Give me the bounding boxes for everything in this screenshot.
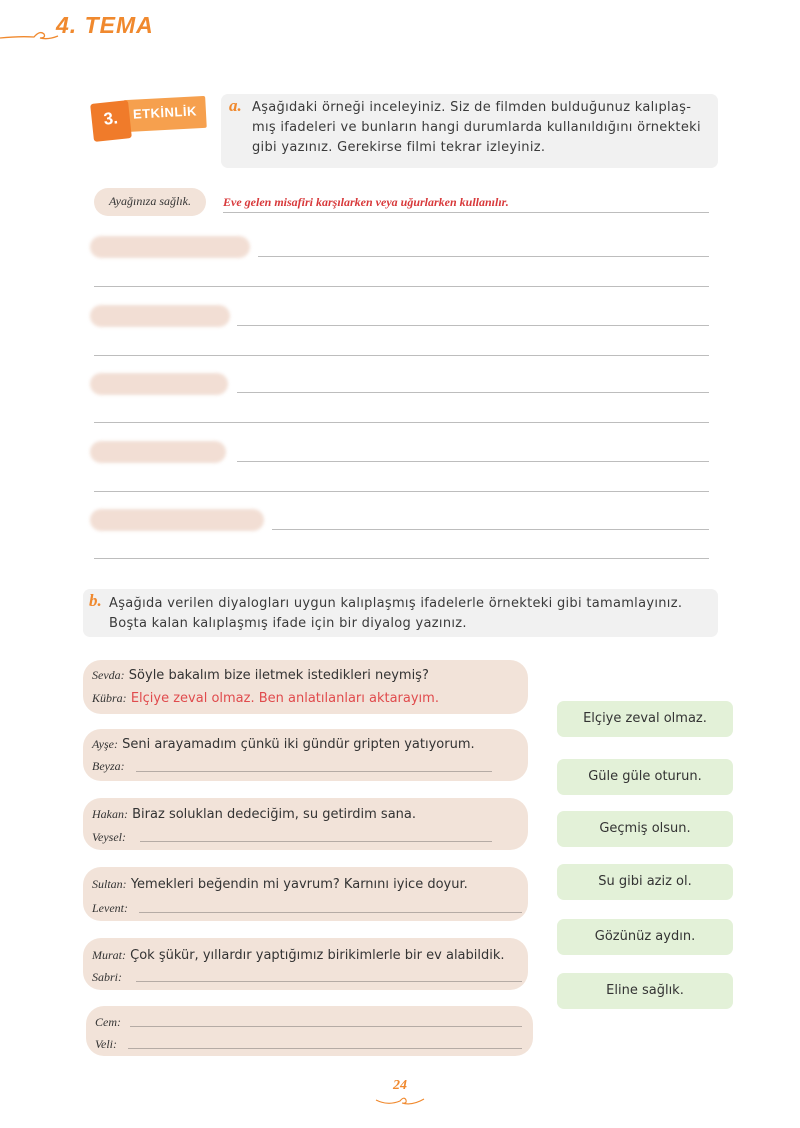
dialog-answer-line[interactable] — [128, 1048, 522, 1049]
blank-expression-tag — [90, 441, 226, 463]
example-usage: Eve gelen misafiri karşılarken veya uğurlarken kullanılır. — [223, 195, 509, 209]
dialog-answer-line[interactable] — [130, 1026, 522, 1027]
blank-expression-tag — [90, 509, 264, 531]
speaker-name: Ayşe: — [92, 737, 118, 751]
part-b-instruction-box — [83, 589, 718, 637]
activity-number-tag — [90, 100, 132, 142]
dialog-line: Söyle bakalım bize iletmek istedikleri neymiş? — [128, 668, 429, 683]
answer-line[interactable] — [94, 491, 709, 492]
answer-line[interactable] — [258, 256, 709, 257]
expression-option: Eline sağlık. — [557, 973, 733, 1009]
example-expression-tag — [94, 188, 206, 216]
part-a-instruction-text — [252, 98, 717, 158]
speaker-name: Veli: — [95, 1037, 117, 1051]
part-b-letter: b. — [89, 591, 102, 610]
expression-option: Gözünüz aydın. — [557, 919, 733, 955]
blank-expression-tag — [90, 373, 228, 395]
dialog-line: Yemekleri beğendin mi yavrum? Karnını iyice doyur. — [130, 877, 468, 892]
expression-option: Güle güle oturun. — [557, 759, 733, 795]
answer-line[interactable] — [237, 325, 709, 326]
dialog-answer-line[interactable] — [139, 912, 522, 913]
speaker-name: Veysel: — [92, 830, 126, 844]
speaker-name: Cem: — [95, 1015, 121, 1029]
dialog-card — [83, 867, 528, 921]
activity-label: ETKİNLİK — [132, 103, 198, 122]
example-underline — [223, 212, 709, 213]
part-b-line: Boşta kalan kalıplaşmış ifade için bir diyalog yazınız. — [109, 616, 467, 631]
page-number-swirl-decoration — [374, 1094, 426, 1108]
activity-badge — [92, 98, 212, 142]
answer-line[interactable] — [94, 355, 709, 356]
speaker-name: Sultan: — [92, 877, 127, 891]
part-a-instruction-box — [221, 94, 718, 168]
expression-option: Elçiye zeval olmaz. — [557, 701, 733, 737]
speaker-name: Beyza: — [92, 759, 125, 773]
header-swirl-decoration — [0, 22, 60, 42]
part-a-line: Aşağıdaki örneği inceleyiniz. Siz de filmden bulduğunuz kalıplaş- — [252, 100, 692, 115]
expression-option: Su gibi aziz ol. — [557, 864, 733, 900]
answer-line[interactable] — [94, 558, 709, 559]
dialog-answer-line[interactable] — [136, 981, 522, 982]
expression-option: Geçmiş olsun. — [557, 811, 733, 847]
part-b-instruction-text — [109, 594, 714, 634]
blank-expression-tag — [90, 236, 250, 258]
blank-expression-tag — [90, 305, 230, 327]
part-a-line: gibi yazınız. Gerekirse filmi tekrar izleyiniz. — [252, 140, 546, 155]
dialog-card — [83, 729, 528, 781]
speaker-name: Murat: — [92, 948, 126, 962]
speaker-name: Sabri: — [92, 970, 122, 984]
part-a-letter: a. — [229, 96, 242, 115]
example-expression: Ayağınıza sağlık. — [109, 194, 191, 208]
dialog-answer-line[interactable] — [136, 771, 492, 772]
dialog-line: Çok şükür, yıllardır yaptığımız birikimlerle bir ev alabildik. — [130, 948, 505, 963]
answer-line[interactable] — [272, 529, 709, 530]
activity-number: 3. — [102, 108, 119, 129]
dialog-line: Biraz soluklan dedeciğim, su getirdim sana. — [132, 807, 417, 822]
dialog-line: Seni arayamadım çünkü iki gündür gripten yatıyorum. — [122, 737, 475, 752]
answer-line[interactable] — [94, 422, 709, 423]
dialog-card — [83, 938, 528, 990]
dialog-card — [83, 660, 528, 714]
speaker-name: Levent: — [92, 901, 128, 915]
dialog-answer: Elçiye zeval olmaz. Ben anlatılanları aktarayım. — [130, 691, 439, 706]
part-a-line: mış ifadeleri ve bunların hangi durumlarda kullanıldığını örnekteki — [252, 120, 701, 135]
speaker-name: Kübra: — [92, 691, 127, 705]
speaker-name: Hakan: — [92, 807, 128, 821]
answer-line[interactable] — [237, 461, 709, 462]
page-number: 24 — [393, 1078, 407, 1093]
answer-line[interactable] — [237, 392, 709, 393]
answer-line[interactable] — [94, 286, 709, 287]
dialog-card — [83, 798, 528, 850]
dialog-card — [86, 1006, 533, 1056]
speaker-name: Sevda: — [92, 668, 125, 682]
activity-label-tag — [123, 96, 207, 132]
theme-title: 4. TEMA — [56, 12, 154, 38]
dialog-answer-line[interactable] — [140, 841, 492, 842]
part-b-line: Aşağıda verilen diyalogları uygun kalıplaşmış ifadelerle örnekteki gibi tamamlayınız. — [109, 596, 683, 611]
